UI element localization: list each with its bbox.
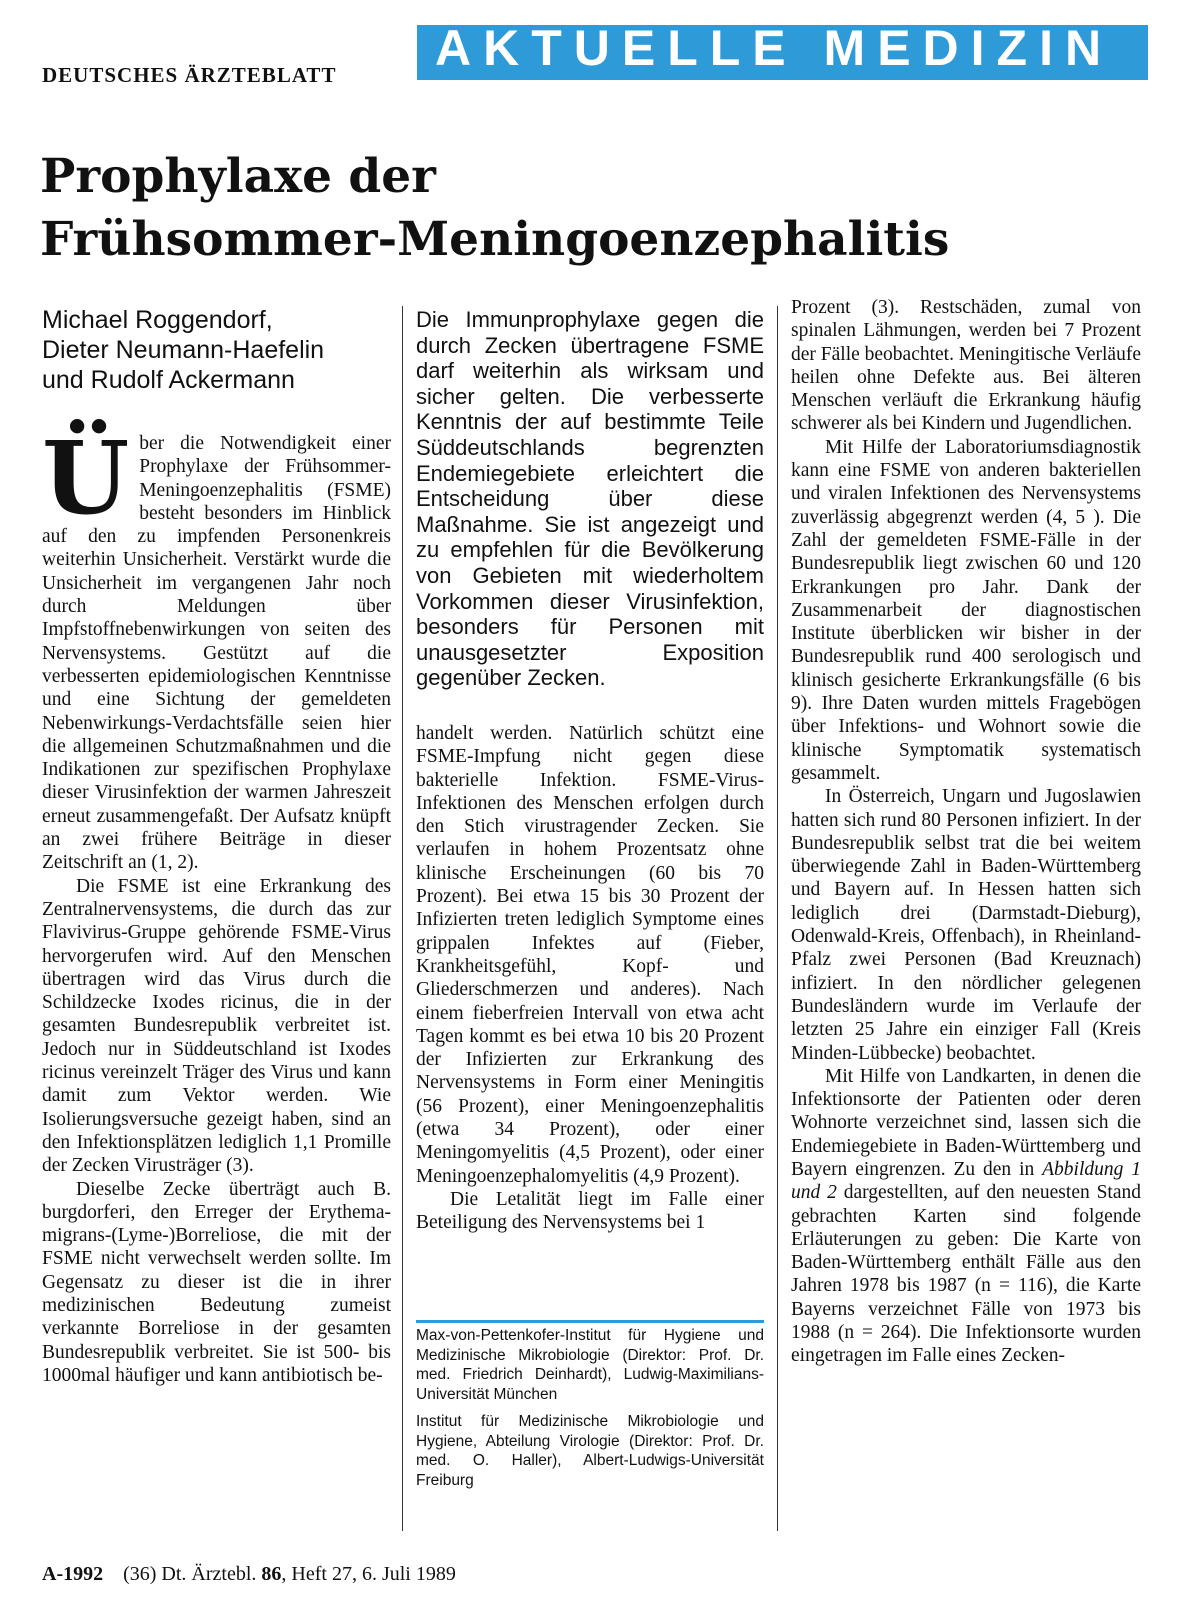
paragraph: Die Letalität liegt im Falle einer Beteiligung des Nervensystems bei 1	[416, 1188, 764, 1234]
column-1	[42, 419, 391, 1387]
lead-summary: Die Immunprophylaxe gegen die durch Zecken übertragene FSME darf weiterhin als wirksam und sicher gelten. Die verbesserte Kenntnis der auf bestimmte Teile Süddeutschlands begrenzten Endemiegebiete erleichtert die Entscheidung über diese Maßnahme. Sie ist angezeigt und zu empfehlen für die Bevölkerung von Gebieten mit wiederholtem Vorkommen dieser Virusinfektion, besonders für Personen mit unausgesetzter Exposition gegenüber Zecken.	[416, 307, 764, 691]
author-list	[42, 305, 391, 395]
intro-paragraph: Über die Notwendigkeit einer Prophylaxe der Frühsommer-Meningoenzephalitis (FSME) besteht besonders im Hinblick auf den zu impfenden Personenkreis weiterhin Unsicherheit. Verstärkt wurde die Unsicherheit im vergangenen Jahr noch durch Meldungen über Impfstoffnebenwirkungen von seiten des Nervensystems. Gestützt auf die verbesserten epidemiologischen Kenntnisse und eine Sichtung der gemeldeten Nebenwirkungs-Verdachtsfälle seien hier die allgemeinen Schutzmaßnahmen und die Indikationen zur spezifischen Prophylaxe dieser Virusinfektion der warmen Jahreszeit erneut zusammengefaßt. Der Aufsatz knüpft an zwei frühere Beiträge in dieser Zeitschrift an (1, 2).	[42, 419, 391, 874]
title-line-1: Prophylaxe der	[40, 149, 436, 204]
column-divider-2	[777, 306, 778, 1531]
drop-cap: Ü	[42, 419, 130, 537]
paragraph: Mit Hilfe von Landkarten, in denen die Infektionsorte der Patienten oder deren Wohnorte verzeichnet sind, lassen sich die Endemiegebiete in Baden-Württemberg und Bayern eingrenzen. Zu den in Abbildung 1 und 2 dargestellten, auf den neuesten Stand gebrachten Karten sind folgende Erläuterungen zu geben: Die Karte von Baden-Württemberg enthält Fälle aus den Jahren 1978 bis 1987 (n = 116), die Karte Bayerns verzeichnet Fälle von 1973 bis 1988 (n = 264). Die Infektionsorte wurden eingetragen im Falle eines Zecken-	[791, 1065, 1142, 1367]
author-line-3: und Rudolf Ackermann	[42, 366, 295, 394]
citation-prefix: (36) Dt. Ärztebl.	[123, 1563, 262, 1585]
author-line-2: Dieter Neumann-Haefelin	[42, 336, 325, 364]
citation-volume: 86	[261, 1563, 282, 1585]
page-footer	[42, 1563, 456, 1586]
section-title: AKTUELLE MEDIZIN	[435, 20, 1114, 76]
paragraph: Dieselbe Zecke überträgt auch B. burgdorferi, den Erreger der Erythema-migrans-(Lyme-)Borreliose, die mit der FSME nicht verwechselt werden sollte. Im Gegensatz zu dieser ist die in ihrer medizinischen Bedeutung zumeist verkannte Borreliose in der gesamten Bundesrepublik verbreitet. Sie ist 500- bis 1000mal häufiger und kann antibiotisch be-	[42, 1178, 391, 1386]
citation-suffix: , Heft 27, 6. Juli 1989	[281, 1563, 456, 1585]
article-title	[40, 145, 949, 271]
column-divider-1	[402, 306, 403, 1531]
title-line-2: Frühsommer-Meningoenzephalitis	[40, 212, 950, 267]
affiliation-rule	[416, 1320, 764, 1323]
page-number: A-1992	[42, 1563, 104, 1585]
author-line-1: Michael Roggendorf,	[42, 306, 273, 334]
paragraph: handelt werden. Natürlich schützt eine FSME-Impfung nicht gegen diese bakterielle Infektion. FSME-Virus-Infektionen des Menschen erfolgen durch den Stich virustragender Zecken. Sie verlaufen in hohem Prozentsatz ohne klinische Erscheinungen (60 bis 70 Prozent). Bei etwa 15 bis 30 Prozent der Infizierten treten lediglich Symptome eines grippalen Infektes auf (Fieber, Krankheitsgefühl, Kopf- und Gliederschmerzen und anderes). Nach einem fieberfreien Intervall von etwa acht Tagen kommt es bei etwa 10 bis 20 Prozent der Infizierten zur Erkrankung des Nervensystems in Form einer Meningitis (56 Prozent), einer Meningoenzephalitis (etwa 34 Prozent), oder einer Meningomyelitis (4,5 Prozent), oder einer Meningoenzephalomyelitis (4,9 Prozent).	[416, 723, 764, 1187]
journal-name: DEUTSCHES ÄRZTEBLATT	[42, 63, 337, 87]
column-2	[416, 722, 764, 1235]
affiliation-2: Institut für Medizinische Mikrobiologie und Hygiene, Abteilung Virologie (Direktor: Prof. Dr. med. O. Haller), Albert-Ludwigs-Universität Freiburg	[416, 1413, 764, 1489]
column-3	[791, 296, 1141, 1368]
affiliation-1: Max-von-Pettenkofer-Institut für Hygiene und Medizinische Mikrobiologie (Direktor: Prof. Dr. med. Friedrich Deinhardt), Ludwig-Maximilians-Universität München	[416, 1327, 764, 1403]
paragraph: In Österreich, Ungarn und Jugoslawien hatten sich rund 80 Personen infiziert. In der Bundesrepublik selbst trat die bei weitem überwiegende Zahl in Baden-Württemberg und Bayern auf. In Hessen hatten sich lediglich drei (Darmstadt-Dieburg), Odenwald-Kreis, Offenbach), in Rheinland-Pfalz zwei Personen (Bad Kreuznach) infiziert. In den nördlicher gelegenen Bundesländern wurde im Verlaufe der letzten 25 Jahre ein einziger Fall (Kreis Minden-Lübbecke) beobachtet.	[791, 786, 1141, 1064]
paragraph: Die FSME ist eine Erkrankung des Zentralnervensystems, die durch das zur Flavivirus-Gruppe gehörende FSME-Virus hervorgerufen wird. Auf den Menschen übertragen wird das Virus durch die Schildzecke Ixodes ricinus, die in der gesamten Bundesrepublik verbreitet ist. Jedoch nur in Süddeutschland ist Ixodes ricinus vereinzelt Träger des Virus und kann damit zum Vektor werden. Wie Isolierungsversuche gezeigt haben, sind an den Infektionsplätzen lediglich 1,1 Promille der Zecken Virusträger (3).	[42, 875, 391, 1177]
figure-reference: Abbildung 1 und 2	[791, 1158, 1142, 1204]
paragraph: Mit Hilfe der Laboratoriumsdiagnostik kann eine FSME von anderen bakteriellen und viralen Infektionen des Nervensystems zuverlässig abgegrenzt werden (4, 5 ). Die Zahl der gemeldeten FSME-Fälle in der Bundesrepublik liegt zwischen 60 und 120 Erkrankungen pro Jahr. Dank der Zusammenarbeit der diagnostischen Institute überblicken wir bisher in der Bundesrepublik rund 400 serologisch und klinisch gesicherte Erkrankungsfälle (6 bis 9). Ihre Daten wurden mittels Fragebögen über Infektions- und Wohnort sowie die klinische Symptomatik systematisch gesammelt.	[791, 436, 1141, 784]
paragraph: Prozent (3). Restschäden, zumal von spinalen Lähmungen, werden bei 7 Prozent der Fälle beobachtet. Meningitische Verläufe heilen ohne Defekte aus. Bei älteren Menschen verläuft die Erkrankung häufig schwerer als bei Kindern und Jugendlichen.	[791, 297, 1141, 435]
